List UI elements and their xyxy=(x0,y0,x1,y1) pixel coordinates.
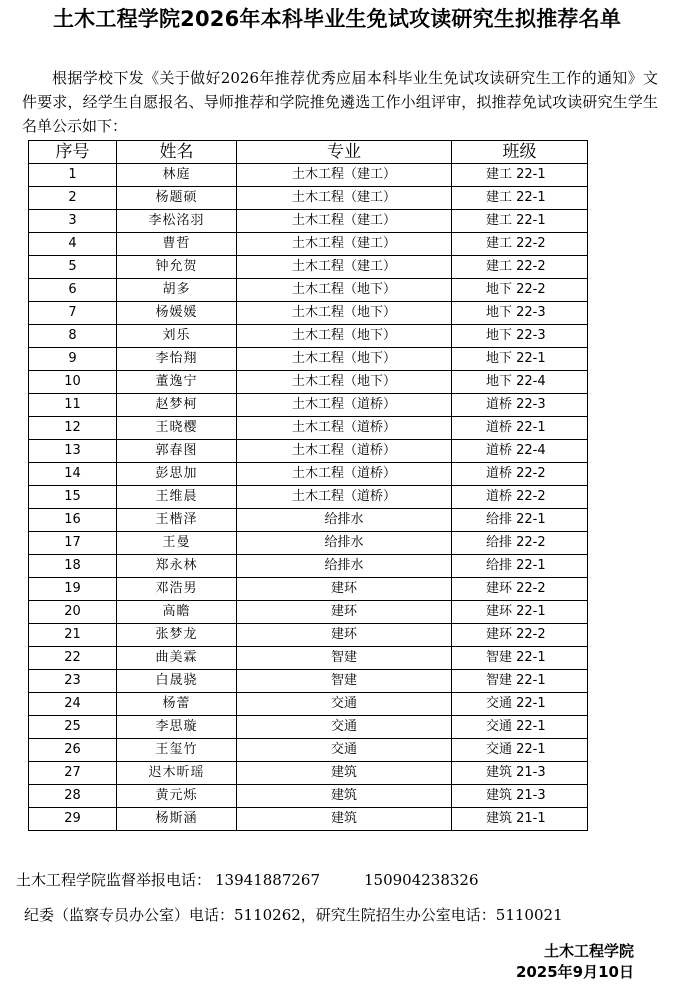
header-class: 班级 xyxy=(452,141,588,164)
cell-name: 张梦龙 xyxy=(117,624,237,647)
cell-name: 林庭 xyxy=(117,164,237,187)
cell-index: 27 xyxy=(29,762,117,785)
cell-index: 28 xyxy=(29,785,117,808)
cell-major: 给排水 xyxy=(237,509,452,532)
table-row xyxy=(29,164,588,187)
table-row xyxy=(29,440,588,463)
table-row xyxy=(29,187,588,210)
cell-index: 16 xyxy=(29,509,117,532)
header-major: 专业 xyxy=(237,141,452,164)
cell-index: 8 xyxy=(29,325,117,348)
header-name: 姓名 xyxy=(117,141,237,164)
cell-major: 土木工程（地下） xyxy=(237,302,452,325)
cell-class: 建工 22-1 xyxy=(452,164,588,187)
cell-class: 建筑 21-1 xyxy=(452,808,588,831)
cell-index: 3 xyxy=(29,210,117,233)
cell-name: 王晓樱 xyxy=(117,417,237,440)
cell-major: 土木工程（地下） xyxy=(237,371,452,394)
table-row xyxy=(29,279,588,302)
cell-major: 建环 xyxy=(237,624,452,647)
cell-class: 地下 22-4 xyxy=(452,371,588,394)
cell-index: 22 xyxy=(29,647,117,670)
table-row xyxy=(29,785,588,808)
cell-name: 董逸宁 xyxy=(117,371,237,394)
cell-name: 迟木昕瑶 xyxy=(117,762,237,785)
table-row xyxy=(29,762,588,785)
table-row xyxy=(29,210,588,233)
cell-name: 李松洺羽 xyxy=(117,210,237,233)
cell-major: 土木工程（道桥） xyxy=(237,463,452,486)
table-row xyxy=(29,509,588,532)
cell-index: 24 xyxy=(29,693,117,716)
cell-class: 建筑 21-3 xyxy=(452,762,588,785)
cell-class: 建工 22-2 xyxy=(452,256,588,279)
cell-index: 12 xyxy=(29,417,117,440)
cell-major: 建环 xyxy=(237,578,452,601)
cell-class: 道桥 22-1 xyxy=(452,417,588,440)
cell-name: 王楷泽 xyxy=(117,509,237,532)
cell-name: 杨斯涵 xyxy=(117,808,237,831)
table-row xyxy=(29,233,588,256)
table-row xyxy=(29,739,588,762)
cell-name: 刘乐 xyxy=(117,325,237,348)
cell-index: 9 xyxy=(29,348,117,371)
header-index: 序号 xyxy=(29,141,117,164)
cell-index: 23 xyxy=(29,670,117,693)
cell-major: 土木工程（地下） xyxy=(237,348,452,371)
document-title: 土木工程学院2026年本科毕业生免试攻读研究生拟推荐名单 xyxy=(52,7,622,31)
cell-index: 10 xyxy=(29,371,117,394)
cell-major: 土木工程（道桥） xyxy=(237,394,452,417)
cell-name: 王维晨 xyxy=(117,486,237,509)
cell-major: 土木工程（建工） xyxy=(237,164,452,187)
cell-class: 地下 22-3 xyxy=(452,325,588,348)
cell-name: 李思璇 xyxy=(117,716,237,739)
table-row xyxy=(29,578,588,601)
cell-name: 钟允贺 xyxy=(117,256,237,279)
cell-class: 建环 22-2 xyxy=(452,624,588,647)
table-row xyxy=(29,647,588,670)
cell-class: 建环 22-2 xyxy=(452,578,588,601)
cell-index: 25 xyxy=(29,716,117,739)
table-row xyxy=(29,670,588,693)
table-row xyxy=(29,302,588,325)
cell-name: 彭思加 xyxy=(117,463,237,486)
cell-major: 智建 xyxy=(237,670,452,693)
cell-index: 6 xyxy=(29,279,117,302)
cell-index: 13 xyxy=(29,440,117,463)
recommendation-table xyxy=(28,140,588,831)
table-row xyxy=(29,532,588,555)
cell-name: 赵梦柯 xyxy=(117,394,237,417)
cell-major: 土木工程（建工） xyxy=(237,210,452,233)
cell-name: 郭春图 xyxy=(117,440,237,463)
cell-major: 给排水 xyxy=(237,532,452,555)
cell-class: 建工 22-2 xyxy=(452,233,588,256)
table-row xyxy=(29,716,588,739)
cell-major: 建筑 xyxy=(237,762,452,785)
cell-major: 建筑 xyxy=(237,785,452,808)
cell-class: 交通 22-1 xyxy=(452,716,588,739)
supervision-phone-1: 13941887267 xyxy=(215,871,320,889)
cell-major: 给排水 xyxy=(237,555,452,578)
cell-index: 2 xyxy=(29,187,117,210)
cell-class: 建工 22-1 xyxy=(452,187,588,210)
cell-name: 邓浩男 xyxy=(117,578,237,601)
cell-class: 智建 22-1 xyxy=(452,647,588,670)
cell-index: 18 xyxy=(29,555,117,578)
table-body xyxy=(29,164,588,831)
cell-name: 杨蕾 xyxy=(117,693,237,716)
table-row xyxy=(29,256,588,279)
cell-class: 地下 22-2 xyxy=(452,279,588,302)
cell-major: 土木工程（地下） xyxy=(237,279,452,302)
cell-name: 王曼 xyxy=(117,532,237,555)
table-row xyxy=(29,325,588,348)
cell-index: 21 xyxy=(29,624,117,647)
cell-major: 土木工程（地下） xyxy=(237,325,452,348)
cell-major: 土木工程（建工） xyxy=(237,256,452,279)
intro-paragraph: 根据学校下发《关于做好2026年推荐优秀应届本科毕业生免试攻读研究生工作的通知》文件要求，经学生自愿报名、导师推荐和学院推免遴选工作小组评审，拟推荐免试攻读研究生学生名单公示如下： xyxy=(22,69,658,135)
cell-name: 王玺竹 xyxy=(117,739,237,762)
cell-major: 智建 xyxy=(237,647,452,670)
cell-class: 地下 22-1 xyxy=(452,348,588,371)
cell-index: 7 xyxy=(29,302,117,325)
cell-class: 智建 22-1 xyxy=(452,670,588,693)
cell-major: 土木工程（道桥） xyxy=(237,440,452,463)
cell-index: 11 xyxy=(29,394,117,417)
cell-name: 曹哲 xyxy=(117,233,237,256)
table-row xyxy=(29,693,588,716)
cell-name: 杨媛媛 xyxy=(117,302,237,325)
cell-name: 胡多 xyxy=(117,279,237,302)
cell-index: 20 xyxy=(29,601,117,624)
table-row xyxy=(29,601,588,624)
cell-name: 杨题硕 xyxy=(117,187,237,210)
cell-major: 土木工程（建工） xyxy=(237,187,452,210)
cell-major: 土木工程（道桥） xyxy=(237,486,452,509)
cell-name: 白晟骁 xyxy=(117,670,237,693)
cell-major: 交通 xyxy=(237,716,452,739)
supervision-phone-label: 土木工程学院监督举报电话： xyxy=(16,871,212,889)
contact-phones-line: 纪委（监察专员办公室）电话：5110262，研究生院招生办公室电话：5110021 xyxy=(24,906,563,924)
cell-class: 道桥 22-3 xyxy=(452,394,588,417)
table-row xyxy=(29,394,588,417)
cell-class: 道桥 22-2 xyxy=(452,463,588,486)
cell-class: 给排 22-1 xyxy=(452,555,588,578)
cell-name: 曲美霖 xyxy=(117,647,237,670)
table-row xyxy=(29,463,588,486)
cell-class: 给排 22-2 xyxy=(452,532,588,555)
cell-class: 建筑 21-3 xyxy=(452,785,588,808)
cell-major: 交通 xyxy=(237,693,452,716)
cell-class: 建环 22-1 xyxy=(452,601,588,624)
cell-class: 给排 22-1 xyxy=(452,509,588,532)
supervision-phone-line xyxy=(16,870,479,890)
cell-index: 26 xyxy=(29,739,117,762)
cell-index: 29 xyxy=(29,808,117,831)
cell-index: 15 xyxy=(29,486,117,509)
cell-major: 土木工程（道桥） xyxy=(237,417,452,440)
cell-name: 黄元烁 xyxy=(117,785,237,808)
cell-index: 17 xyxy=(29,532,117,555)
cell-index: 5 xyxy=(29,256,117,279)
recommendation-table-container xyxy=(28,140,587,831)
cell-major: 交通 xyxy=(237,739,452,762)
cell-class: 交通 22-1 xyxy=(452,693,588,716)
table-header-row xyxy=(29,141,588,164)
cell-class: 道桥 22-2 xyxy=(452,486,588,509)
table-row xyxy=(29,417,588,440)
cell-name: 郑永林 xyxy=(117,555,237,578)
table-row xyxy=(29,486,588,509)
cell-index: 4 xyxy=(29,233,117,256)
cell-class: 交通 22-1 xyxy=(452,739,588,762)
table-row xyxy=(29,371,588,394)
table-row xyxy=(29,808,588,831)
cell-index: 19 xyxy=(29,578,117,601)
cell-index: 14 xyxy=(29,463,117,486)
table-row xyxy=(29,555,588,578)
table-row xyxy=(29,348,588,371)
cell-major: 建筑 xyxy=(237,808,452,831)
cell-name: 李怡翔 xyxy=(117,348,237,371)
cell-class: 建工 22-1 xyxy=(452,210,588,233)
signature-organization: 土木工程学院 xyxy=(543,942,634,960)
cell-index: 1 xyxy=(29,164,117,187)
supervision-phone-2: 150904238326 xyxy=(364,871,479,889)
cell-class: 地下 22-3 xyxy=(452,302,588,325)
cell-class: 道桥 22-4 xyxy=(452,440,588,463)
cell-name: 高瞻 xyxy=(117,601,237,624)
signature-date: 2025年9月10日 xyxy=(515,963,634,981)
table-row xyxy=(29,624,588,647)
cell-major: 建环 xyxy=(237,601,452,624)
cell-major: 土木工程（建工） xyxy=(237,233,452,256)
